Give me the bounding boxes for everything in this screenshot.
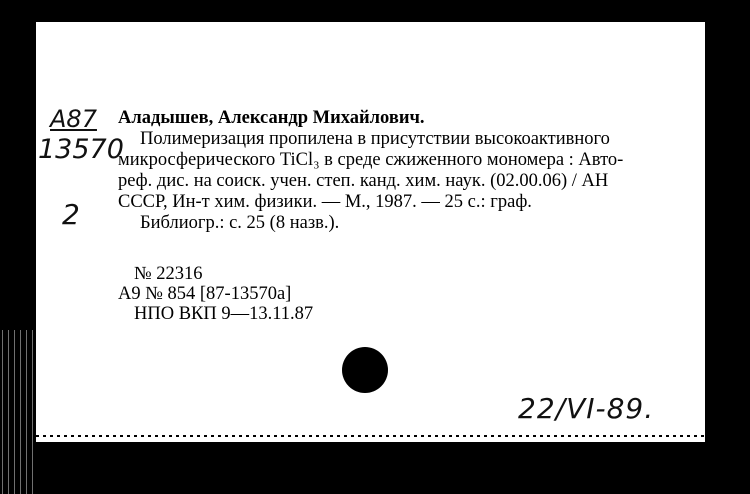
handwritten-date: 22/VI-89. [518,392,655,425]
title-line-3: реф. дис. на соиск. учен. степ. канд. хим. наук. (02.00.06) / АН [118,171,609,191]
handwritten-mark: 2 [62,198,80,231]
title-line-2: микросферического TiCl₃ в среде сжиженного мономера : Авто- [118,150,624,170]
bibliographic-entry [118,108,698,234]
title-line-4: СССР, Ин-т хим. физики. — М., 1987. — 25 с.: граф. [118,192,532,212]
card-bottom-edge [36,435,705,437]
scan-edge-noise [0,330,34,494]
printer-line: НПО ВКП 9—13.11.87 [134,304,314,324]
card-number: № 22316 [134,264,203,284]
shelf-code-bottom: 13570 [38,134,124,165]
shelf-code-top: A87 [50,105,97,133]
register-number: А9 № 854 [87-13570а] [118,284,292,304]
author-heading: Аладышев, Александр Михайлович. [118,108,425,128]
punch-hole [342,347,388,393]
bibliography-note: Библиогр.: с. 25 (8 назв.). [140,213,340,233]
registration-block [118,264,313,324]
title-line-1: Полимеризация пропилена в присутствии высокоактивного [140,129,610,149]
